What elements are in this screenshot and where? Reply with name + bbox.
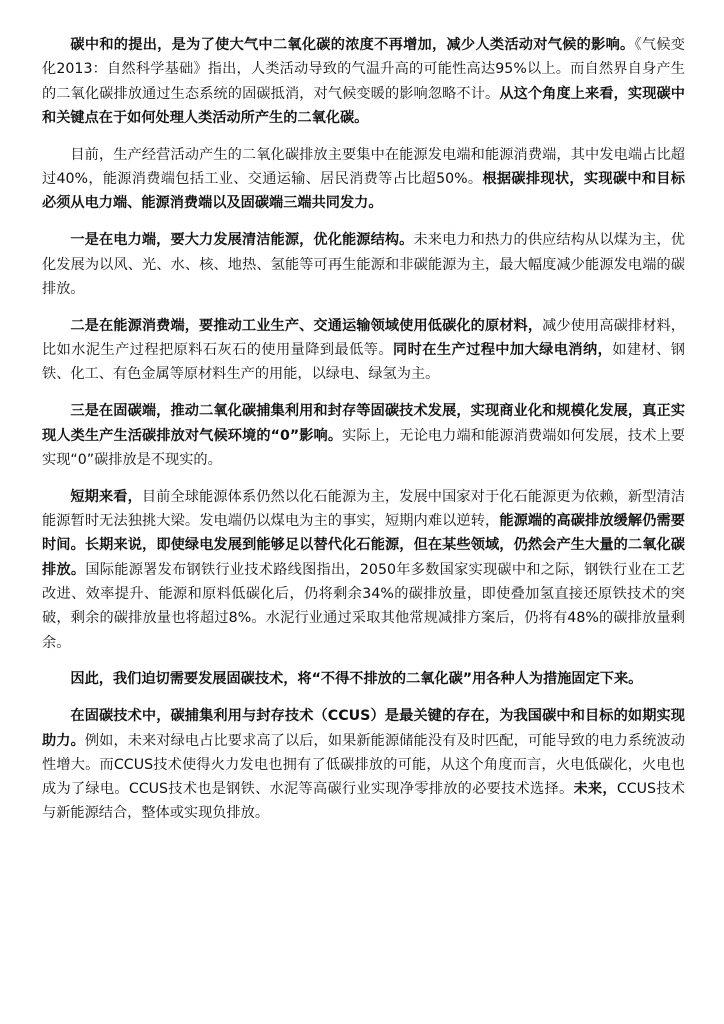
article-body <box>42 33 685 838</box>
text-run: 减少使用高碳排材料，比如水泥生产过程把原料石灰石的使用量降到最低等。 <box>42 317 685 359</box>
text-run: 《气候变化2013：自然科学基础》指出，人类活动导致的气温升高的可能性高达95%以上。而自然界自身产生的二氧化碳排放通过生态系统的固碳抵消，对气候变暖的影响忽略不计。 <box>42 37 685 102</box>
bold-run: 一是在电力端，要大力发展清洁能源，优化能源结构。 <box>70 232 414 249</box>
text-run: 目前，生产经营活动产生的二氧化碳排放主要集中在能源发电端和能源消费端，其中发电端占比超过40%，能源消费端包括工业、交通运输、居民消费等占比超50%。 <box>42 146 685 188</box>
bold-run: 根据碳排现状，实现碳中和目标必须从电力端、能源消费端以及固碳端三端共同发力。 <box>42 171 685 212</box>
bold-run: 三是在固碳端，推动二氧化碳捕集利用和封存等固碳技术发展，实现商业化和规模化发展，真正实现人类生产生活碳排放对气候环境的“0”影响。 <box>42 403 685 444</box>
paragraph <box>42 399 685 472</box>
text-run: 国际能源署发布钢铁行业技术路线图指出，2050年多数国家实现碳中和之际，钢铁行业在工艺改进、效率提升、能源和原料低碳化后，仍将剩余34%的碳排放量，即使叠加氢直接还原铁技术的突破，剩余的碳排放量也将超过8%。水泥行业通过采取其他常规减排方案后，仍将有48%的碳排放量剩余。 <box>42 561 685 651</box>
bold-run: 在固碳技术中，碳捕集利用与封存技术（CCUS）是最关键的存在，为我国碳中和目标的如期实现助力。 <box>42 708 685 749</box>
text-run: 例如，未来对绿电占比要求高了以后，如果新能源储能没有及时匹配，可能导致的电力系统波动性增大。而CCUS技术使得火力发电也拥有了低碳排放的可能，从这个角度而言，火电低碳化，火电也成为了绿电。CCUS技术也是钢铁、水泥等高碳行业实现净零排放的必要技术选择。 <box>42 732 685 798</box>
paragraph <box>42 314 685 387</box>
bold-run: 未来， <box>573 781 617 798</box>
bold-run: 从这个角度上来看，实现碳中和关键点在于如何处理人类活动所产生的二氧化碳。 <box>42 85 685 126</box>
paragraph <box>42 33 685 130</box>
text-run: 如建材、钢铁、化工、有色金属等原材料生产的用能，以绿电、绿氢为主。 <box>42 342 685 383</box>
paragraph <box>42 485 685 655</box>
bold-run: 二是在能源消费端，要推动工业生产、交通运输领域使用低碳化的原材料， <box>70 317 543 334</box>
paragraph <box>42 667 685 691</box>
bold-run: 同时在生产过程中加大绿电消纳， <box>392 342 613 359</box>
text-run: 实际上，无论电力端和能源消费端如何发展，技术上要实现“0”碳排放是不现实的。 <box>42 427 685 468</box>
text-run: 目前全球能源体系仍然以化石能源为主，发展中国家对于化石能源更为依赖，新型清洁能源暂时无法独挑大梁。发电端仍以煤电为主的事实，短期内难以逆转， <box>42 488 685 530</box>
bold-run: 碳中和的提出，是为了使大气中二氧化碳的浓度不再增加，减少人类活动对气候的影响。 <box>70 37 635 53</box>
bold-run: 短期来看， <box>70 488 142 505</box>
paragraph <box>42 228 685 301</box>
text-run: CCUS技术与新能源结合，整体或实现负排放。 <box>42 781 685 822</box>
paragraph <box>42 143 685 216</box>
text-run: 未来电力和热力的供应结构从以煤为主，优化发展为以风、光、水、核、地热、氢能等可再生能源和非碳能源为主，最大幅度减少能源发电端的碳排放。 <box>42 232 685 297</box>
bold-run: 能源端的高碳排放缓解仍需要时间。长期来说，即使绿电发展到能够足以替代化石能源，但在某些领域，仍然会产生大量的二氧化碳排放。 <box>42 513 685 578</box>
paragraph <box>42 704 685 825</box>
bold-run: 因此，我们迫切需要发展固碳技术，将“不得不排放的二氧化碳”用各种人为措施固定下来。 <box>70 671 643 688</box>
